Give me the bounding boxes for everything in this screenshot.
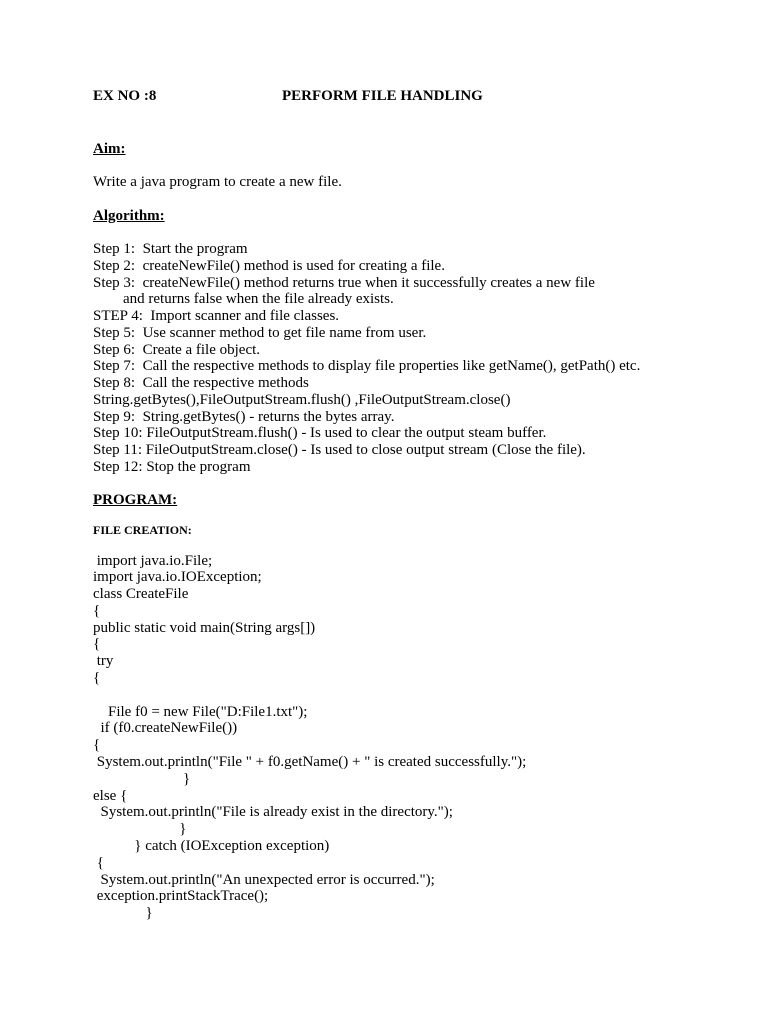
aim-text: Write a java program to create a new file. (93, 174, 342, 190)
code-line: class CreateFile (93, 586, 189, 603)
code-line: if (f0.createNewFile()) (93, 720, 238, 737)
code-line: System.out.println("File is already exist in the directory."); (93, 804, 453, 821)
algorithm-step: Step 5: Use scanner method to get file name from user. (93, 324, 427, 341)
aim-heading: Aim: (93, 141, 126, 157)
code-line (93, 687, 733, 704)
algorithm-step: Step 8: Call the respective methods (93, 375, 309, 391)
code-line: } (93, 770, 191, 787)
code-line: { (93, 636, 101, 653)
algorithm-step: Step 1: Start the program (93, 241, 248, 257)
algorithm-step: Step 12: Stop the program (93, 458, 251, 475)
code-line: System.out.println("File " + f0.getName() + " is created successfully."); (93, 754, 527, 771)
document-header (93, 88, 733, 108)
code-line: } catch (IOException exception) (93, 838, 330, 855)
algorithm-step: STEP 4: Import scanner and file classes. (93, 308, 340, 324)
algorithm-step: Step 10: FileOutputStream.flush() - Is used to clear the output steam buffer. (93, 425, 547, 442)
exercise-title: PERFORM FILE HANDLING (282, 88, 483, 104)
algorithm-step: Step 3: createNewFile() method returns true when it successfully creates a new file (93, 274, 595, 291)
algorithm-step: Step 11: FileOutputStream.close() - Is used to close output stream (Close the file). (93, 442, 586, 458)
code-line: exception.printStackTrace(); (93, 888, 269, 905)
code-line: else { (93, 787, 128, 804)
code-line: } (93, 821, 187, 838)
code-line: public static void main(String args[]) (93, 619, 316, 636)
code-line: { (93, 670, 101, 687)
algorithm-step: String.getBytes(),FileOutputStream.flush() ,FileOutputStream.close() (93, 391, 511, 408)
code-line: try (93, 653, 114, 670)
algorithm-steps (93, 241, 733, 476)
algorithm-step: Step 9: String.getBytes() - returns the bytes array. (93, 408, 395, 425)
algorithm-heading: Algorithm: (93, 208, 165, 224)
code-line: } (93, 905, 153, 922)
algorithm-step: Step 7: Call the respective methods to display file properties like getName(), getPath() etc. (93, 358, 641, 375)
file-creation-subheading: FILE CREATION: (93, 522, 192, 537)
code-line: { (93, 602, 101, 619)
algorithm-step: and returns false when the file already exists. (93, 291, 394, 308)
algorithm-step: Step 6: Create a file object. (93, 341, 261, 358)
document-page (93, 88, 733, 922)
exercise-number: EX NO :8 (93, 88, 157, 104)
code-line: System.out.println("An unexpected error is occurred."); (93, 871, 435, 888)
code-line: File f0 = new File("D:File1.txt"); (93, 703, 308, 720)
program-heading: PROGRAM: (93, 491, 178, 508)
code-line: import java.io.IOException; (93, 569, 262, 586)
code-line: { (93, 737, 101, 754)
code-line: { (93, 854, 104, 871)
code-listing (93, 553, 733, 923)
algorithm-step: Step 2: createNewFile() method is used for creating a file. (93, 257, 445, 274)
code-line: import java.io.File; (93, 552, 213, 569)
